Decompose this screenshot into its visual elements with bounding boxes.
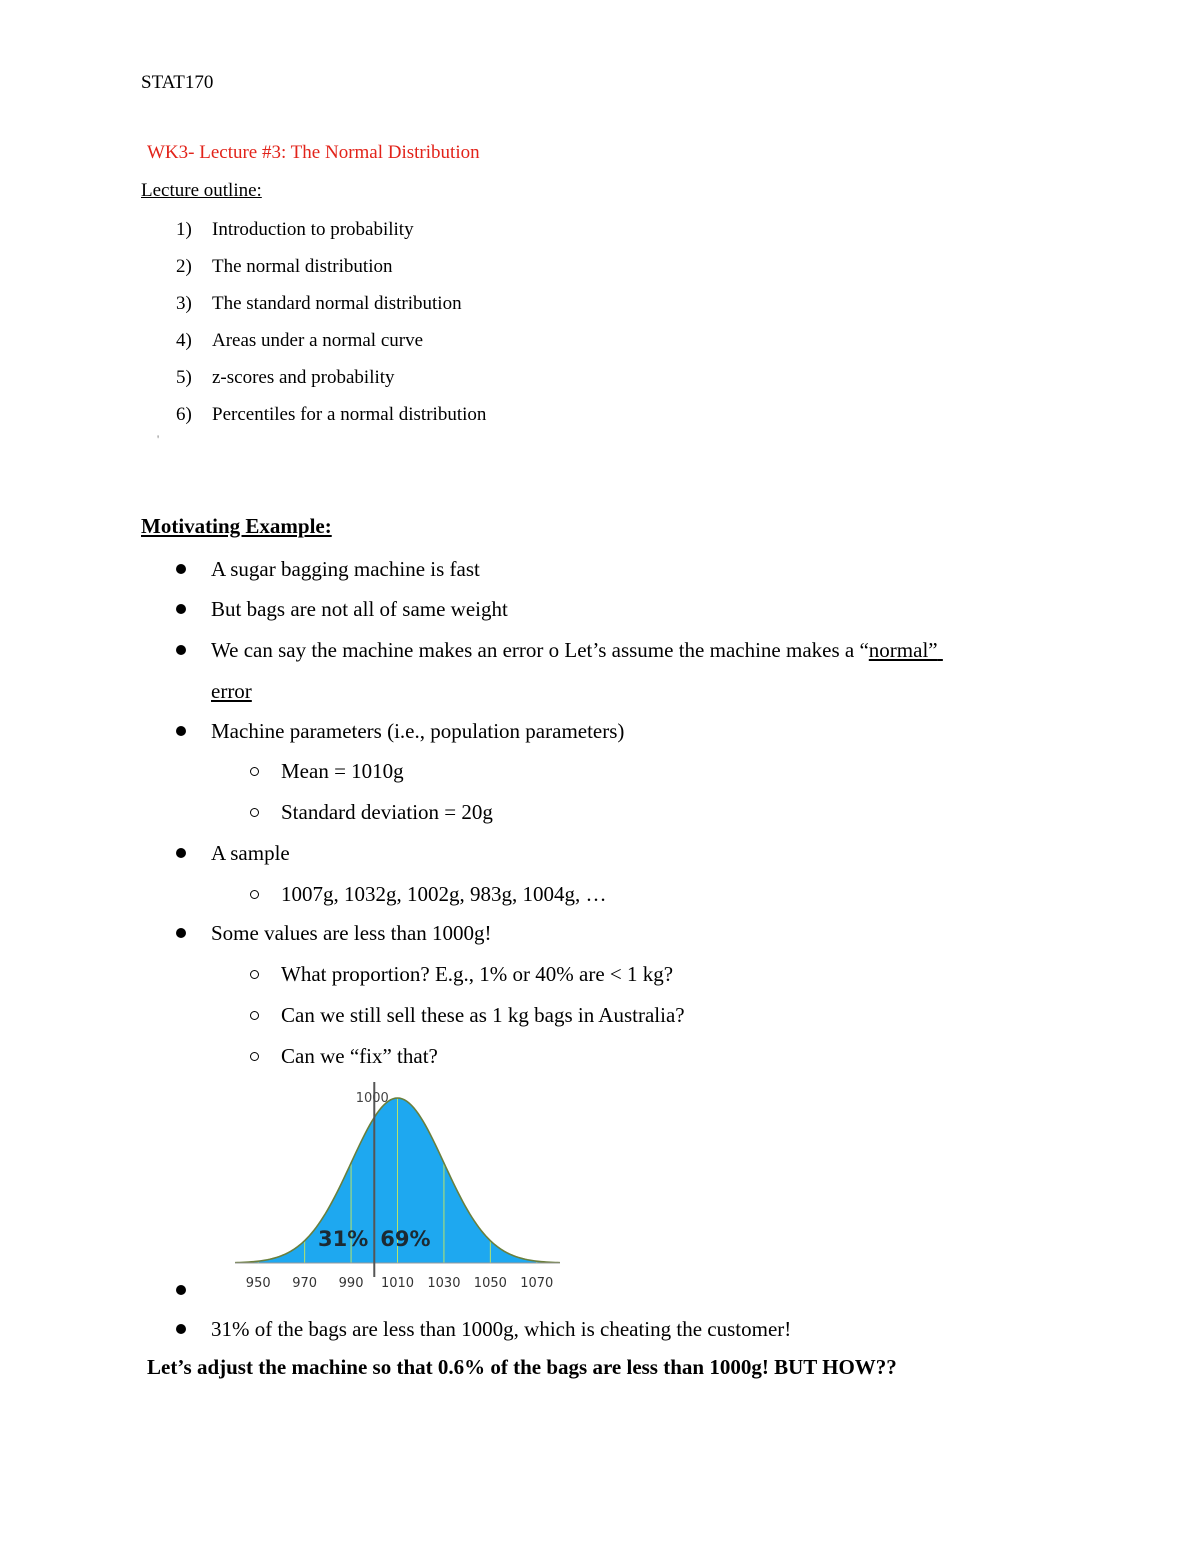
closing-statement: Let’s adjust the machine so that 0.6% of the bags are less than 1000g! BUT HOW?? (147, 1355, 897, 1379)
outline-text: The standard normal distribution (212, 293, 462, 314)
bullet-item: Some values are less than 1000g! (176, 920, 492, 946)
outline-number: 6) (176, 404, 192, 425)
x-tick-label: 1070 (520, 1276, 554, 1291)
outline-item (176, 217, 486, 254)
outline-number: 2) (176, 256, 192, 277)
bullet-item (176, 1277, 211, 1303)
outline-number: 1) (176, 219, 192, 240)
sub-bullet-item: Can we still sell these as 1 kg bags in Australia? (250, 1002, 685, 1028)
circle-bullet-icon (250, 970, 259, 979)
sub-bullet-item: Mean = 1010g (250, 758, 404, 784)
outline-text: The normal distribution (212, 256, 393, 277)
bullet-dot-icon (176, 848, 186, 858)
bullet-dot-icon (176, 726, 186, 736)
bullet-dot-icon (176, 564, 186, 574)
outline-item (176, 254, 486, 291)
outline-list (176, 217, 486, 439)
circle-bullet-icon (250, 890, 259, 899)
outline-item (176, 291, 486, 328)
circle-bullet-icon (250, 767, 259, 776)
bullet-item: A sugar bagging machine is fast (176, 556, 480, 582)
circle-bullet-icon (250, 808, 259, 817)
bullet-dot-icon (176, 1285, 186, 1295)
outline-text: Introduction to probability (212, 219, 414, 240)
circle-bullet-icon (250, 1052, 259, 1061)
outline-number: 5) (176, 367, 192, 388)
region-label-left: 31% (318, 1227, 369, 1251)
outline-number: 4) (176, 330, 192, 351)
x-tick-label: 1050 (473, 1276, 507, 1291)
bullet-dot-icon (176, 604, 186, 614)
bullet-item: We can say the machine makes an error o Let’s assume the machine makes a “normal” (176, 637, 943, 663)
stray-mark: ' (157, 432, 160, 446)
bullet-item: Machine parameters (i.e., population parameters) (176, 718, 624, 744)
sub-bullet-item: Can we “fix” that? (250, 1043, 438, 1069)
sub-bullet-item: What proportion? E.g., 1% or 40% are < 1 kg? (250, 961, 673, 987)
bullet-dot-icon (176, 928, 186, 938)
bullet-dot-icon (176, 1324, 186, 1334)
region-label-right: 69% (380, 1227, 431, 1251)
section-heading: Motivating Example: (141, 514, 332, 538)
bullet-item: But bags are not all of same weight (176, 596, 508, 622)
outline-item (176, 328, 486, 365)
circle-bullet-icon (250, 1011, 259, 1020)
underlined-word: normal” (868, 638, 938, 662)
outline-number: 3) (176, 293, 192, 314)
x-tick-label: 1010 (380, 1276, 415, 1291)
sub-bullet-item: Standard deviation = 20g (250, 799, 493, 825)
sub-bullet-item: 1007g, 1032g, 1002g, 983g, 1004g, … (250, 881, 607, 907)
bullet-item: 31% of the bags are less than 1000g, which is cheating the customer! (176, 1316, 791, 1342)
x-tick-label: 990 (338, 1276, 364, 1291)
outline-text: Areas under a normal curve (212, 330, 424, 351)
lecture-title: WK3- Lecture #3: The Normal Distribution (147, 142, 480, 163)
outline-item (176, 402, 486, 439)
x-tick-label: 970 (292, 1276, 318, 1291)
outline-text: Percentiles for a normal distribution (212, 404, 487, 425)
bullet-item: A sample (176, 840, 290, 866)
x-tick-label: 1030 (427, 1276, 461, 1291)
outline-heading: Lecture outline: (141, 180, 262, 201)
threshold-label: 1000 (355, 1091, 389, 1106)
outline-text: z-scores and probability (212, 367, 395, 388)
bullet-dot-icon (176, 645, 186, 655)
x-tick-label: 950 (245, 1276, 271, 1291)
normal-distribution-chart (230, 1080, 565, 1295)
outline-item (176, 365, 486, 402)
bullet-continuation: error (211, 679, 252, 703)
course-code: STAT170 (141, 72, 214, 93)
